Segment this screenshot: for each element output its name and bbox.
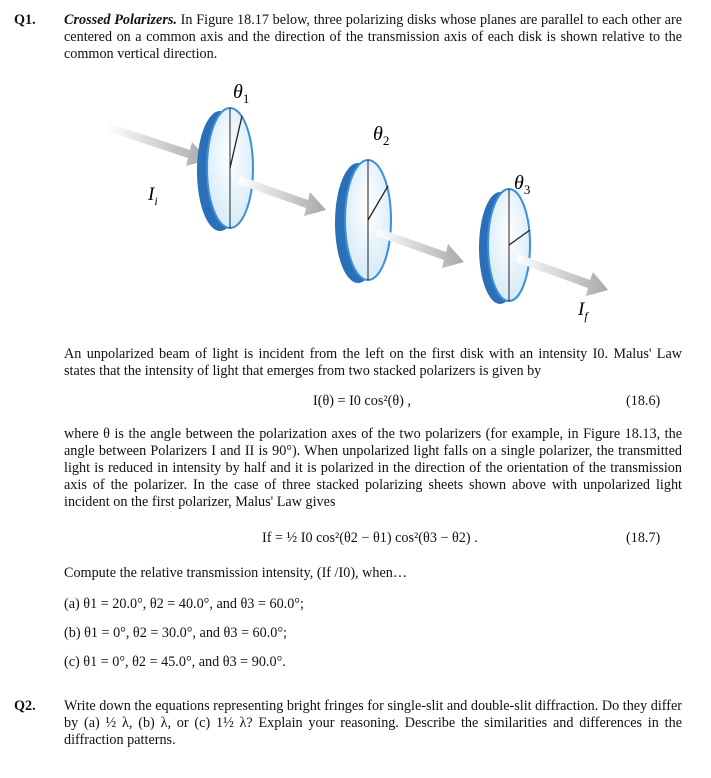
incident-arrow <box>106 123 208 166</box>
equation-18-6: I(θ) = I0 cos²(θ) , <box>313 393 411 409</box>
theta3-label: $\theta_3$ <box>514 172 531 197</box>
q1-item-b: (b) θ1 = 0°, θ2 = 30.0°, and θ3 = 60.0°; <box>64 625 287 641</box>
Ii-label: $I_i$ <box>148 184 158 208</box>
disk-3 <box>479 189 530 304</box>
q1-para2: where θ is the angle between the polarization axes of the two polarizers (for example, in Figure 18.13, the angle between Polarizers I and II is 90°). When unpolarized light falls on a single polarizer, the transmitted light is reduced in intensity by half and it is polarized in the direction of the orientation of the transmission axis of the polarizer. In the case of three stacked polarizing sheets shown above with unpolarized light incident on the first polarizer, Malus' Law gives <box>64 426 682 510</box>
If-label: $I_f$ <box>578 299 588 323</box>
equation-18-7: If = ½ I0 cos²(θ2 − θ1) cos²(θ3 − θ2) . <box>262 530 478 546</box>
q1-intro-block <box>64 12 682 63</box>
disk-1 <box>197 108 253 231</box>
equation-18-7-number: (18.7) <box>626 530 661 546</box>
q1-item-c: (c) θ1 = 0°, θ2 = 45.0°, and θ3 = 90.0°. <box>64 654 286 670</box>
q1-title: Crossed Polarizers. <box>64 12 177 28</box>
q2-label: Q2. <box>14 698 36 714</box>
q1-label: Q1. <box>14 12 36 28</box>
q1-para1: An unpolarized beam of light is incident from the left on the first disk with an intensity I0. Malus' Law states that the intensity of light that emerges from two stacked polarizers is given by <box>64 346 682 379</box>
theta2-label: $\theta_2$ <box>373 123 390 148</box>
polarizer-figure <box>90 68 690 348</box>
equation-18-6-number: (18.6) <box>626 393 661 409</box>
q2-text: Write down the equations representing bright fringes for single-slit and double-slit diffraction. Do they differ by (a) ½ λ, (b) λ, or (c) 1½ λ? Explain your reasoning. Describe the similarities and differences in the diffraction patterns. <box>64 698 682 748</box>
theta1-label: $\theta_1$ <box>233 81 250 106</box>
q1-item-a: (a) θ1 = 20.0°, θ2 = 40.0°, and θ3 = 60.0°; <box>64 596 304 612</box>
transmitted-arrow <box>516 254 608 296</box>
q1-intro: In Figure 18.17 below, three polarizing disks whose planes are parallel to each other are centered on a common axis and the direction of the transmission axis of each disk is shown relative to the common vertical direction. <box>64 12 682 62</box>
q1-compute: Compute the relative transmission intensity, (If /I0), when… <box>64 565 408 581</box>
disk-2 <box>335 160 391 283</box>
